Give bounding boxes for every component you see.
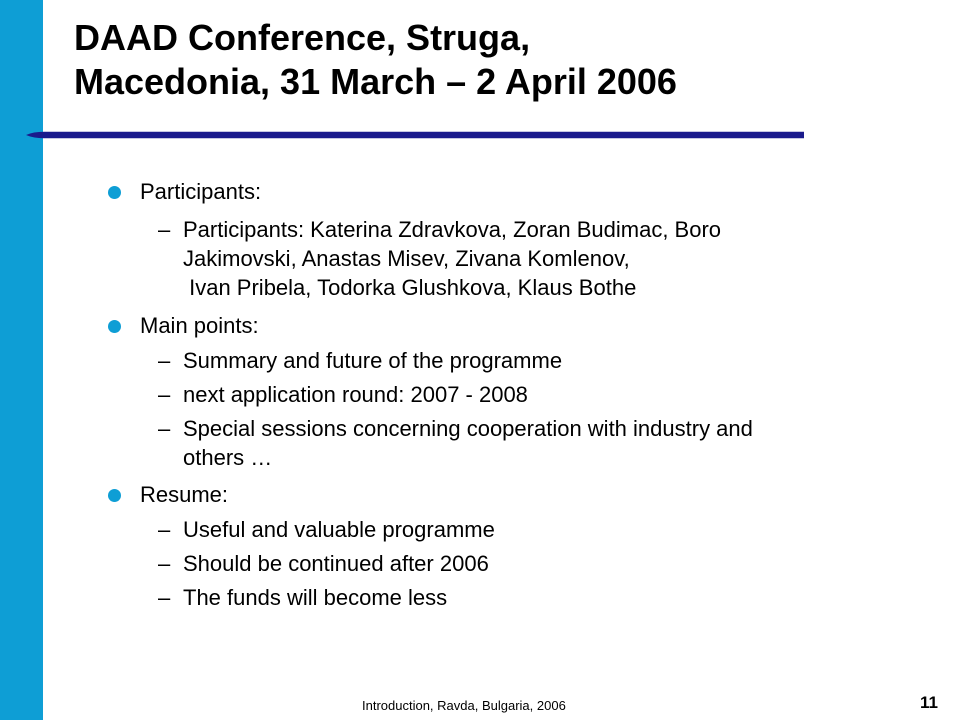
footer-text: Introduction, Ravda, Bulgaria, 2006	[362, 698, 566, 713]
sub-item-line: Summary and future of the programme	[183, 348, 563, 373]
sub-item-line: Participants: Katerina Zdravkova, Zoran Budimac, Boro	[183, 217, 722, 242]
page-number: 11	[920, 693, 938, 712]
sub-item-line: Ivan Pribela, Todorka Glushkova, Klaus Bothe	[183, 275, 637, 300]
sub-item-line: others …	[183, 445, 273, 470]
bullet-icon	[108, 186, 121, 199]
sub-item-line: next application round: 2007 - 2008	[183, 382, 528, 407]
sub-item-line: Should be continued after 2006	[183, 551, 489, 576]
dash-marker: –	[158, 217, 171, 242]
sub-item-line: Jakimovski, Anastas Misev, Zivana Komlenov,	[183, 246, 630, 271]
slide-title	[74, 16, 934, 104]
sub-item-line: Useful and valuable programme	[183, 517, 495, 542]
sub-item-line: Special sessions concerning cooperation with industry and	[183, 416, 753, 441]
left-accent-bar	[0, 0, 43, 720]
title-line-2: Macedonia, 31 March – 2 April 2006	[74, 61, 677, 102]
sub-item-line: The funds will become less	[183, 585, 448, 610]
dash-marker: –	[158, 382, 171, 407]
title-underline	[26, 131, 804, 139]
bullet-resume: Resume:	[140, 482, 229, 507]
dash-marker: –	[158, 585, 171, 610]
dash-marker: –	[158, 517, 171, 542]
bullet-main-points: Main points:	[140, 313, 259, 338]
dash-marker: –	[158, 348, 171, 373]
bullet-icon	[108, 489, 121, 502]
dash-marker: –	[158, 416, 171, 441]
bullet-participants: Participants:	[140, 179, 262, 204]
title-line-1: DAAD Conference, Struga,	[74, 17, 531, 58]
dash-marker: –	[158, 551, 171, 576]
bullet-icon	[108, 320, 121, 333]
